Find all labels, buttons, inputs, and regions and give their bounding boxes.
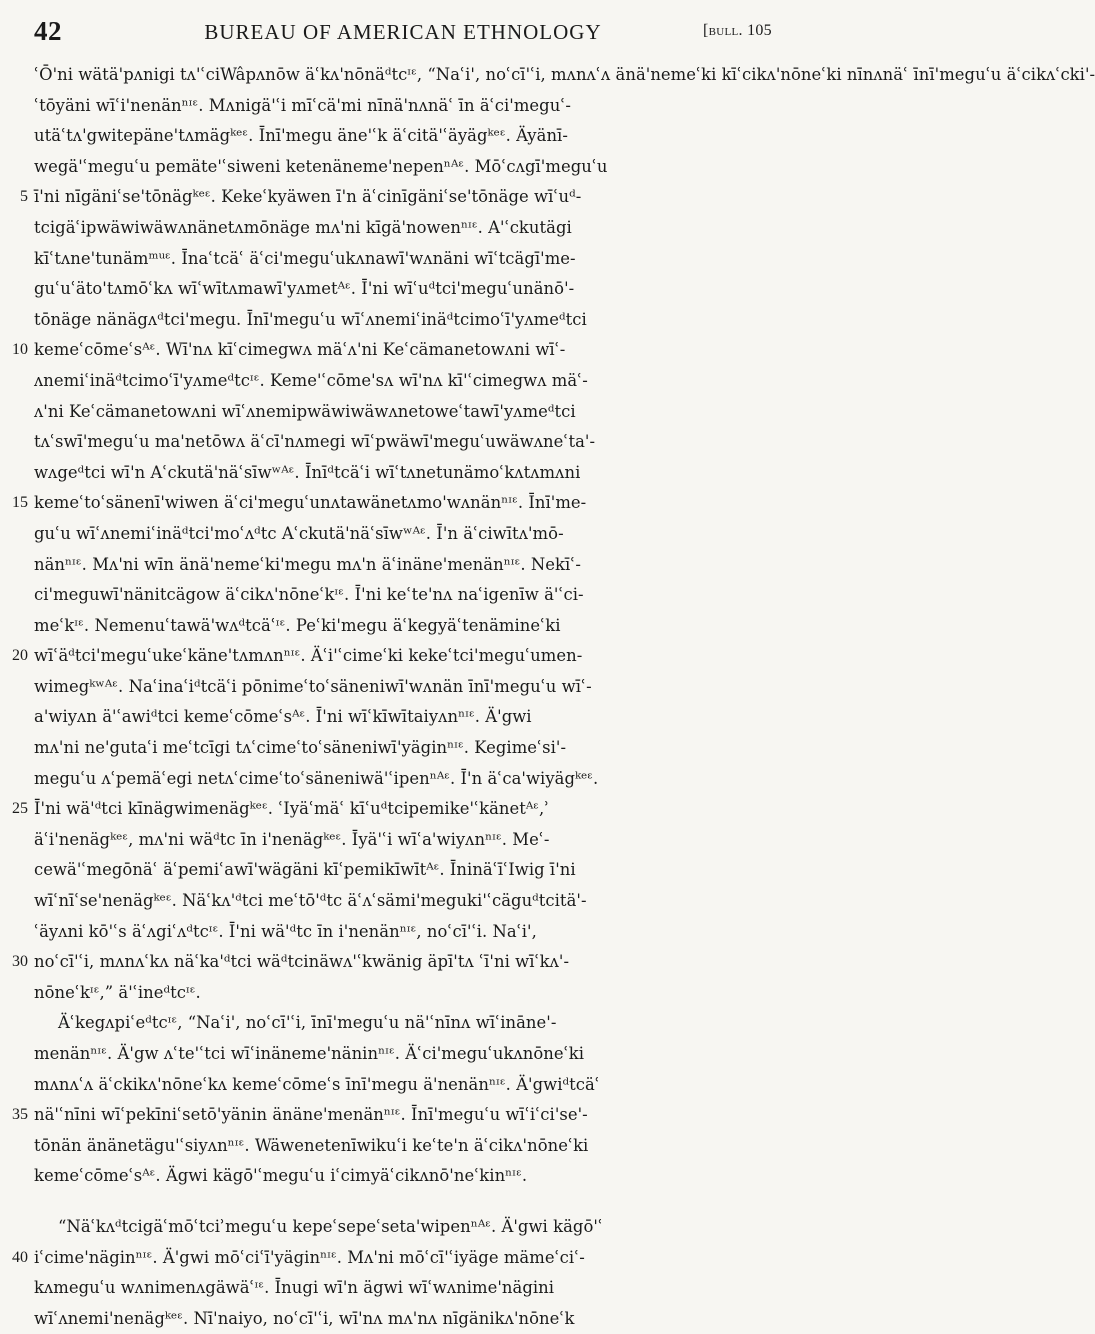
line-text: mʌ'ni ne'gutaʿi meʿtcīgi tʌʿcimeʿtoʿsäneniwī'yäginⁿᶦᵋ. Kegimeʿsi'- [34, 738, 567, 758]
text-line [0, 244, 800, 275]
text-line [0, 1008, 800, 1039]
line-text: tōnän änänetägu'ʿsiyʌnⁿᶦᵋ. Wäwenetenīwikuʿi keʿte'n äʿcikʌ'nōneʿki [34, 1135, 589, 1155]
line-text: kʌmeguʿu wʌnimenʌgäwäʿᶦᵋ. Īnugi wī'n ägwi wīʿwʌnime'nägini [34, 1278, 555, 1298]
line-text: “Näʿkʌᵈtcigäʿmōʿtciʾmeguʿu kepeʿsepeʿseta'wipenⁿᴬᵋ. Ä'gwi kägō'ʿ [58, 1216, 604, 1236]
text-line [0, 550, 800, 581]
page-number: 42 [34, 16, 62, 46]
text-line [0, 60, 1095, 91]
text-line [0, 458, 800, 489]
text-line [0, 947, 800, 978]
line-text: ci'meguwī'nänitcägow äʿcikʌ'nōneʿkᶦᵋ. Ī'ni keʿte'nʌ naʿigenīw ä'ʿci- [34, 585, 584, 605]
line-number: 15 [12, 494, 28, 512]
line-number: 40 [12, 1248, 28, 1266]
text-line [0, 702, 800, 733]
line-number: 25 [12, 800, 28, 818]
line-text: iʿcime'näginⁿᶦᵋ. Ä'gwi mōʿciʿī'yäginⁿᶦᵋ. Mʌ'ni mōʿcī'ʿiyäge mämeʿciʿ- [34, 1247, 585, 1267]
line-text: a'wiyʌn ä'ʿawiᵈtci kemeʿcōmeʿsᴬᵋ. Ī'ni wīʿkīwītaiyʌnⁿᶦᵋ. Ä'gwi [34, 707, 532, 727]
line-number: 20 [12, 647, 28, 665]
line-text: wegä'ʿmeguʿu pemäte'ʿsiweni ketenäneme'nepenⁿᴬᵋ. Mōʿcʌgī'meguʿu [34, 156, 608, 176]
text-line [0, 121, 800, 152]
text-line [0, 366, 800, 397]
line-text: wimegᵏʷᴬᵋ. Naʿinaʿiᵈtcäʿi pōnimeʿtoʿsäneniwī'wʌnän īnī'meguʿu wīʿ- [34, 676, 592, 696]
line-text: nōneʿkᶦᵋ,” ä'ʿineᵈtcᶦᵋ. [34, 982, 201, 1002]
text-line [0, 152, 800, 183]
text-line [0, 611, 800, 642]
text-line [0, 488, 800, 519]
text-line [0, 1212, 800, 1243]
text-line [0, 1161, 800, 1192]
text-line [0, 213, 800, 244]
line-text: äʿi'nenägᵏᵉᵋ, mʌ'ni wäᵈtc īn i'nenägᵏᵉᵋ. Īyä'ʿi wīʿa'wiyʌnⁿᶦᵋ. Meʿ- [34, 829, 550, 849]
text-line [0, 1039, 800, 1070]
text-line [0, 182, 800, 213]
line-number: 30 [12, 953, 28, 971]
text-line [0, 1100, 800, 1131]
line-text: kemeʿcōmeʿsᴬᵋ. Ägwi kägō'ʿmeguʿu iʿcimyäʿcikʌnō'neʿkinⁿᶦᵋ. [34, 1166, 528, 1186]
line-text: Äʿkegʌpiʿeᵈtcᶦᵋ, “Naʿi', noʿcī'ʿi, īnī'meguʿu nä'ʿnīnʌ wīʿināne'- [58, 1013, 557, 1033]
text-line [0, 886, 800, 917]
text-line [0, 764, 800, 795]
line-text: Ī'ni wä'ᵈtci kīnägwimenägᵏᵉᵋ. ʿIyäʿmäʿ kīʿuᵈtcipemike'ʿkänetᴬᵋ,ʾ [34, 799, 550, 819]
text-line [0, 672, 800, 703]
line-text: ʿäyʌni kō'ʿs äʿʌgiʿʌᵈtcᶦᵋ. Ī'ni wä'ᵈtc īn i'nenänⁿᶦᵋ, noʿcī'ʿi. Naʿi', [34, 921, 537, 941]
line-text: meguʿu ʌʿpemäʿegi netʌʿcimeʿtoʿsäneniwä'ʿipenⁿᴬᵋ. Ī'n äʿca'wiyägᵏᵉᵋ. [34, 768, 599, 788]
line-text: wīʿʌnemi'nenägᵏᵉᵋ. Nī'naiyo, noʿcī'ʿi, wī'nʌ mʌ'nʌ nīgänikʌ'nōneʿk [34, 1308, 575, 1328]
text-line [0, 1243, 800, 1274]
line-text: meʿkᶦᵋ. Nemenuʿtawä'wʌᵈtcäʿᶦᵋ. Peʿki'megu äʿkegyäʿtenämineʿki [34, 615, 561, 635]
line-text: tʌʿswī'meguʿu ma'netōwʌ äʿcī'nʌmegi wīʿpwäwī'meguʿuwäwʌneʿta'- [34, 432, 596, 452]
text-line [0, 274, 800, 305]
line-number: 5 [20, 188, 28, 206]
line-text: tōnäge nänägʌᵈtci'megu. Īnī'meguʿu wīʿʌnemiʿinäᵈtcimoʿī'yʌmeᵈtci [34, 309, 587, 329]
text-line [0, 733, 800, 764]
line-text: kīʿtʌne'tunämᵐᵘᵋ. Īnaʿtcäʿ äʿci'meguʿukʌnawī'wʌnäni wīʿtcägī'me- [34, 248, 576, 268]
line-text: tcigäʿipwäwiwäwʌnänetʌmōnäge mʌ'ni kīgä'nowenⁿᶦᵋ. A'ʿckutägi [34, 217, 572, 237]
line-text: nänⁿᶦᵋ. Mʌ'ni wīn änä'nemeʿki'megu mʌ'n äʿinäne'menänⁿᶦᵋ. Nekīʿ- [34, 554, 581, 574]
line-text: mʌnʌʿʌ äʿckikʌ'nōneʿkʌ kemeʿcōmeʿs īnī'megu ä'nenänⁿᶦᵋ. Ä'gwiᵈtcäʿ [34, 1074, 600, 1094]
text-line [0, 794, 800, 825]
text-line [0, 1131, 800, 1162]
line-text: nä'ʿnīni wīʿpekīniʿsetō'yänin änäne'menänⁿᶦᵋ. Īnī'meguʿu wīʿiʿci'se'- [34, 1105, 588, 1125]
body-text [0, 60, 1095, 1334]
line-number: 10 [12, 341, 28, 359]
line-text: kemeʿcōmeʿsᴬᵋ. Wī'nʌ kīʿcimegwʌ mäʿʌ'ni Keʿcämanetowʌni wīʿ- [34, 340, 566, 360]
text-line [0, 335, 800, 366]
line-text: cewä'ʿmegōnäʿ äʿpemiʿawī'wägäni kīʿpemikīwītᴬᵋ. ĪninäʿīʿIwig ī'ni [34, 860, 576, 880]
text-line [0, 305, 800, 336]
line-text: noʿcī'ʿi, mʌnʌʿkʌ näʿka'ᵈtci wäᵈtcinäwʌ'ʿkwänig äpī'tʌ ʿī'ni wīʿkʌ'- [34, 952, 570, 972]
text-line [0, 978, 800, 1009]
line-text: ʌ'ni Keʿcämanetowʌni wīʿʌnemipwäwiwäwʌnetoweʿtawī'yʌmeᵈtci [34, 401, 576, 421]
text-line [0, 397, 800, 428]
text-line [0, 519, 800, 550]
paragraph-gap [0, 1192, 800, 1212]
running-title: BUREAU OF AMERICAN ETHNOLOGY [204, 20, 602, 44]
text-line [0, 1304, 800, 1334]
line-text: ʌnemiʿinäᵈtcimoʿī'yʌmeᵈtcᶦᵋ. Keme'ʿcōme'sʌ wī'nʌ kī'ʿcimegwʌ mäʿ- [34, 370, 588, 390]
line-text: ʿtōyäni wīʿi'nenänⁿᶦᵋ. Mʌnigä'ʿi mīʿcä'mi nīnä'nʌnäʿ īn äʿci'meguʿ- [34, 95, 571, 115]
text-line [0, 917, 800, 948]
line-text: wīʿäᵈtci'meguʿukeʿkäne'tʌmʌnⁿᶦᵋ. Äʿi'ʿcimeʿki kekeʿtci'meguʿumen- [34, 646, 583, 666]
text-line [0, 825, 800, 856]
line-text: guʿu wīʿʌnemiʿinäᵈtci'moʿʌᵈtc Aʿckutä'näʿsīwʷᴬᵋ. Ī'n äʿciwītʌ'mō- [34, 523, 564, 543]
text-line [0, 91, 800, 122]
line-text: ʿŌ'ni wätä'pʌnigi tʌ'ʿciWâpʌnōw äʿkʌ'nōnäᵈtcᶦᵋ, “Naʿi', noʿcī'ʿi, mʌnʌʿʌ änä'nemeʿki kīʿcikʌ'nōneʿki nīnʌnäʿ īnī'meguʿu äʿcikʌʿcki'- [34, 65, 1095, 84]
text-line [0, 427, 800, 458]
line-text: ī'ni nīgäniʿse'tōnägᵏᵉᵋ. Kekeʿkyäwen ī'n äʿcinīgäniʿse'tōnäge wīʿuᵈ- [34, 187, 582, 207]
text-line [0, 580, 800, 611]
text-line [0, 641, 800, 672]
line-text: guʿuʿäto'tʌmōʿkʌ wīʿwītʌmawī'yʌmetᴬᵋ. Ī'ni wīʿuᵈtci'meguʿunänō'- [34, 279, 575, 299]
line-text: utäʿtʌ'gwitepäne'tʌmägᵏᵉᵋ. Īnī'megu äne'ʿk äʿcitä'ʿäyägᵏᵉᵋ. Äyänī- [34, 126, 568, 146]
line-text: wīʿnīʿse'nenägᵏᵉᵋ. Näʿkʌ'ᵈtci meʿtō'ᵈtc äʿʌʿsämi'meguki'ʿcäguᵈtcitä'- [34, 891, 587, 911]
line-text: kemeʿtoʿsänenī'wiwen äʿci'meguʿunʌtawänetʌmo'wʌnänⁿᶦᵋ. Īnī'me- [34, 493, 587, 513]
bulletin-reference: [bull. 105 [702, 22, 772, 39]
page-header [34, 16, 772, 46]
line-text: wʌgeᵈtci wī'n Aʿckutä'näʿsīwʷᴬᵋ. Īnīᵈtcäʿi wīʿtʌnetunämoʿkʌtʌmʌni [34, 462, 581, 482]
text-line [0, 1070, 800, 1101]
text-line [0, 1273, 800, 1304]
line-number: 35 [12, 1106, 28, 1124]
line-text: menänⁿᶦᵋ. Ä'gw ʌʿte'ʿtci wīʿinäneme'näninⁿᶦᵋ. Äʿci'meguʿukʌnōneʿki [34, 1044, 585, 1063]
text-line [0, 855, 800, 886]
